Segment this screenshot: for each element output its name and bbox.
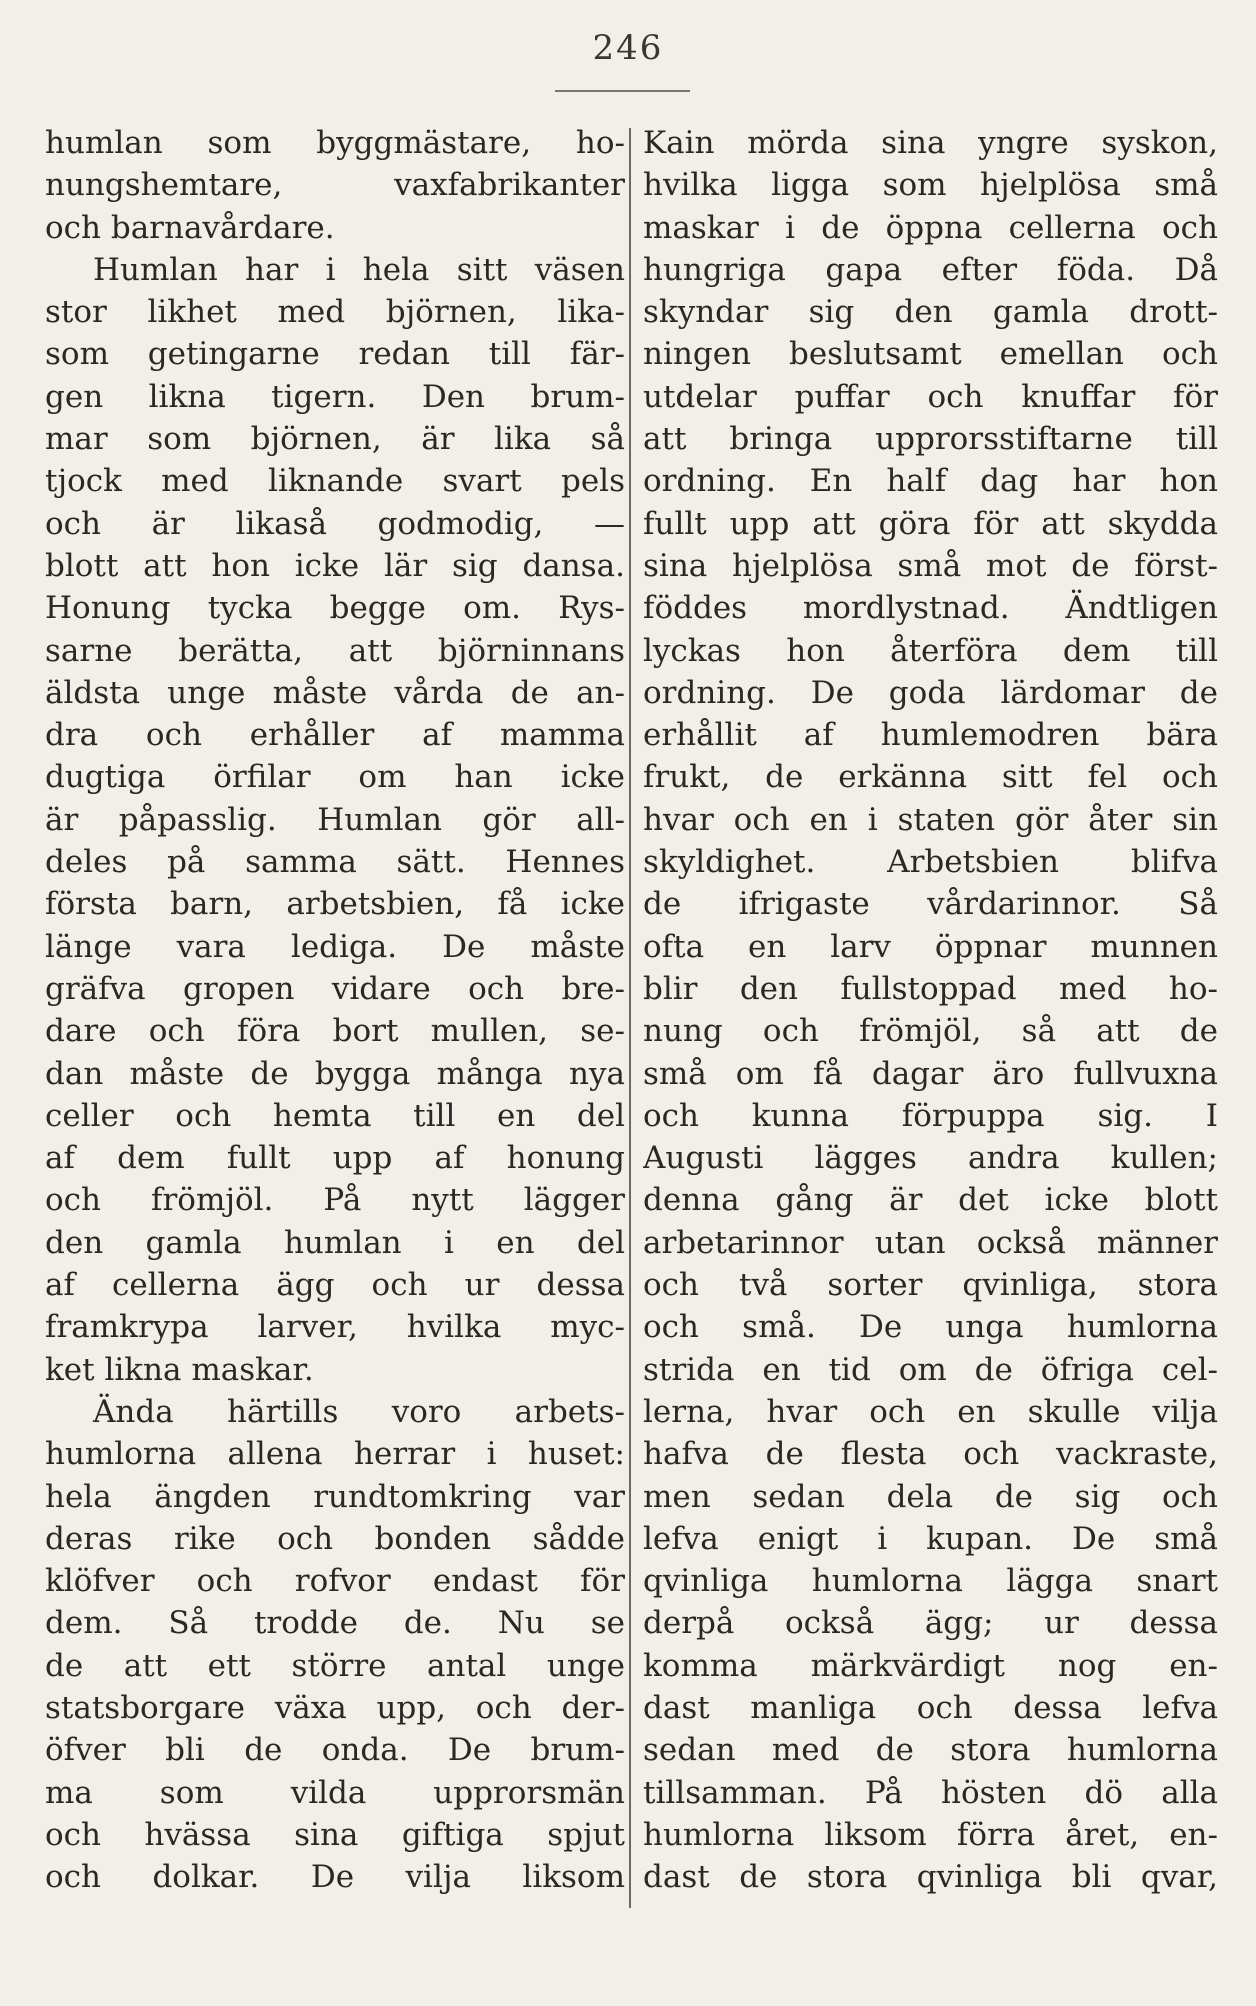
text-line: utdelar puffar och knuffar för xyxy=(643,378,1218,415)
text-line: sarne berätta, att björninnans xyxy=(45,632,625,669)
text-line: gräfva gropen vidare och bre- xyxy=(45,970,625,1007)
text-line: äldsta unge måste vårda de an- xyxy=(45,674,625,711)
text-line: tjock med liknande svart pels xyxy=(45,463,625,500)
text-line: sedan med de stora humlorna xyxy=(643,1732,1218,1769)
text-line: men sedan dela de sig och xyxy=(643,1478,1218,1515)
text-line: hela ängden rundtomkring var xyxy=(45,1478,625,1515)
text-line: dan måste de bygga många nya xyxy=(45,1055,625,1092)
text-line: att bringa upprorsstiftarne till xyxy=(643,421,1218,458)
text-line: tillsamman. På hösten dö alla xyxy=(643,1774,1218,1811)
left-text-column xyxy=(45,122,625,1898)
text-line: Augusti lägges andra kullen; xyxy=(643,1140,1218,1177)
text-line: strida en tid om de öfriga cel- xyxy=(643,1351,1218,1388)
text-line: blir den fullstoppad med ho- xyxy=(643,970,1218,1007)
text-line: är påpasslig. Humlan gör all- xyxy=(45,801,625,838)
text-line: dem. Så trodde de. Nu se xyxy=(45,1605,625,1642)
text-line: deras rike och bonden sådde xyxy=(45,1520,625,1557)
text-line: denna gång är det icke blott xyxy=(643,1182,1218,1219)
text-line: stor likhet med björnen, lika- xyxy=(45,294,625,331)
text-line: hungriga gapa efter föda. Då xyxy=(643,251,1218,288)
text-line: blott att hon icke lär sig dansa. xyxy=(45,547,625,584)
text-line: och dolkar. De vilja liksom xyxy=(45,1859,625,1896)
text-line: små om få dagar äro fullvuxna xyxy=(643,1055,1218,1092)
text-line: ket likna maskar. xyxy=(45,1351,314,1388)
text-line: och frömjöl. På nytt lägger xyxy=(45,1182,625,1219)
text-line: af cellerna ägg och ur dessa xyxy=(45,1267,625,1304)
text-line: lerna, hvar och en skulle vilja xyxy=(643,1393,1218,1430)
text-line: dast manliga och dessa lefva xyxy=(643,1689,1218,1726)
text-line: Kain mörda sina yngre syskon, xyxy=(643,125,1218,161)
text-line: och kunna förpuppa sig. I xyxy=(643,1097,1218,1134)
text-line: och små. De unga humlorna xyxy=(643,1309,1218,1346)
text-line: hvilka ligga som hjelplösa små xyxy=(643,167,1218,204)
text-line: och två sorter qvinliga, stora xyxy=(643,1267,1218,1304)
text-line: ma som vilda upprorsmän xyxy=(45,1774,625,1811)
text-line: statsborgare växa upp, och der- xyxy=(45,1689,625,1726)
page-number: 246 xyxy=(592,28,664,68)
text-line: humlorna liksom förra året, en- xyxy=(643,1816,1218,1853)
text-line: dugtiga örfilar om han icke xyxy=(45,759,625,796)
text-line: och är likaså godmodig, — xyxy=(45,505,625,542)
text-line: skyndar sig den gamla drott- xyxy=(643,294,1218,331)
text-line: erhållit af humlemodren bära xyxy=(643,717,1218,754)
text-line: föddes mordlystnad. Ändtligen xyxy=(643,590,1218,627)
text-line: ningen beslutsamt emellan och xyxy=(643,336,1218,373)
text-line: dast de stora qvinliga bli qvar, xyxy=(643,1859,1218,1896)
text-line: celler och hemta till en del xyxy=(45,1097,625,1134)
text-line: Honung tycka begge om. Rys- xyxy=(45,590,625,627)
text-line: komma märkvärdigt nog en- xyxy=(643,1647,1218,1684)
text-line: och hvässa sina giftiga spjut xyxy=(45,1816,625,1853)
text-line: maskar i de öppna cellerna och xyxy=(643,209,1218,246)
text-line: de att ett större antal unge xyxy=(45,1647,625,1684)
text-line: frukt, de erkänna sitt fel och xyxy=(643,759,1218,796)
text-line: humlorna allena herrar i huset: xyxy=(45,1436,625,1473)
column-divider xyxy=(629,128,631,1908)
text-line: ofta en larv öppnar munnen xyxy=(643,928,1218,965)
text-line: dare och föra bort mullen, se- xyxy=(45,1013,625,1050)
text-line: sina hjelplösa små mot de först- xyxy=(643,547,1218,584)
text-line: gen likna tigern. Den brum- xyxy=(45,378,625,415)
text-line: lyckas hon återföra dem till xyxy=(643,632,1218,669)
text-line: dra och erhåller af mamma xyxy=(45,717,625,754)
text-line: deles på samma sätt. Hennes xyxy=(45,844,625,881)
text-line: Humlan har i hela sitt väsen xyxy=(93,251,625,288)
text-line: arbetarinnor utan också männer xyxy=(643,1224,1218,1261)
text-line: mar som björnen, är lika så xyxy=(45,421,625,458)
text-line: skyldighet. Arbetsbien blifva xyxy=(643,844,1218,881)
text-line: länge vara lediga. De måste xyxy=(45,928,625,965)
text-line: qvinliga humlorna lägga snart xyxy=(643,1563,1218,1600)
header-rule xyxy=(555,90,690,92)
text-line: första barn, arbetsbien, få icke xyxy=(45,886,625,923)
text-line: ordning. De goda lärdomar de xyxy=(643,674,1218,711)
text-line: nungshemtare, vaxfabrikanter xyxy=(45,167,625,204)
text-line: lefva enigt i kupan. De små xyxy=(643,1520,1218,1557)
text-line: de ifrigaste vårdarinnor. Så xyxy=(643,886,1218,923)
text-line: klöfver och rofvor endast för xyxy=(45,1563,625,1600)
text-line: som getingarne redan till fär- xyxy=(45,336,625,373)
right-text-column xyxy=(643,122,1218,1898)
text-line: af dem fullt upp af honung xyxy=(45,1140,625,1177)
text-line: hafva de flesta och vackraste, xyxy=(643,1436,1218,1473)
text-line: nung och frömjöl, så att de xyxy=(643,1013,1218,1050)
text-line: fullt upp att göra för att skydda xyxy=(643,505,1218,542)
text-line: humlan som byggmästare, ho- xyxy=(45,125,625,161)
text-line: framkrypa larver, hvilka myc- xyxy=(45,1309,625,1346)
text-line: derpå också ägg; ur dessa xyxy=(643,1605,1218,1642)
text-line: öfver bli de onda. De brum- xyxy=(45,1732,625,1769)
text-line: och barnavårdare. xyxy=(45,209,335,246)
text-line: hvar och en i staten gör åter sin xyxy=(643,801,1218,838)
text-line: ordning. En half dag har hon xyxy=(643,463,1218,500)
text-line: Ända härtills voro arbets- xyxy=(93,1393,625,1430)
text-line: den gamla humlan i en del xyxy=(45,1224,625,1261)
